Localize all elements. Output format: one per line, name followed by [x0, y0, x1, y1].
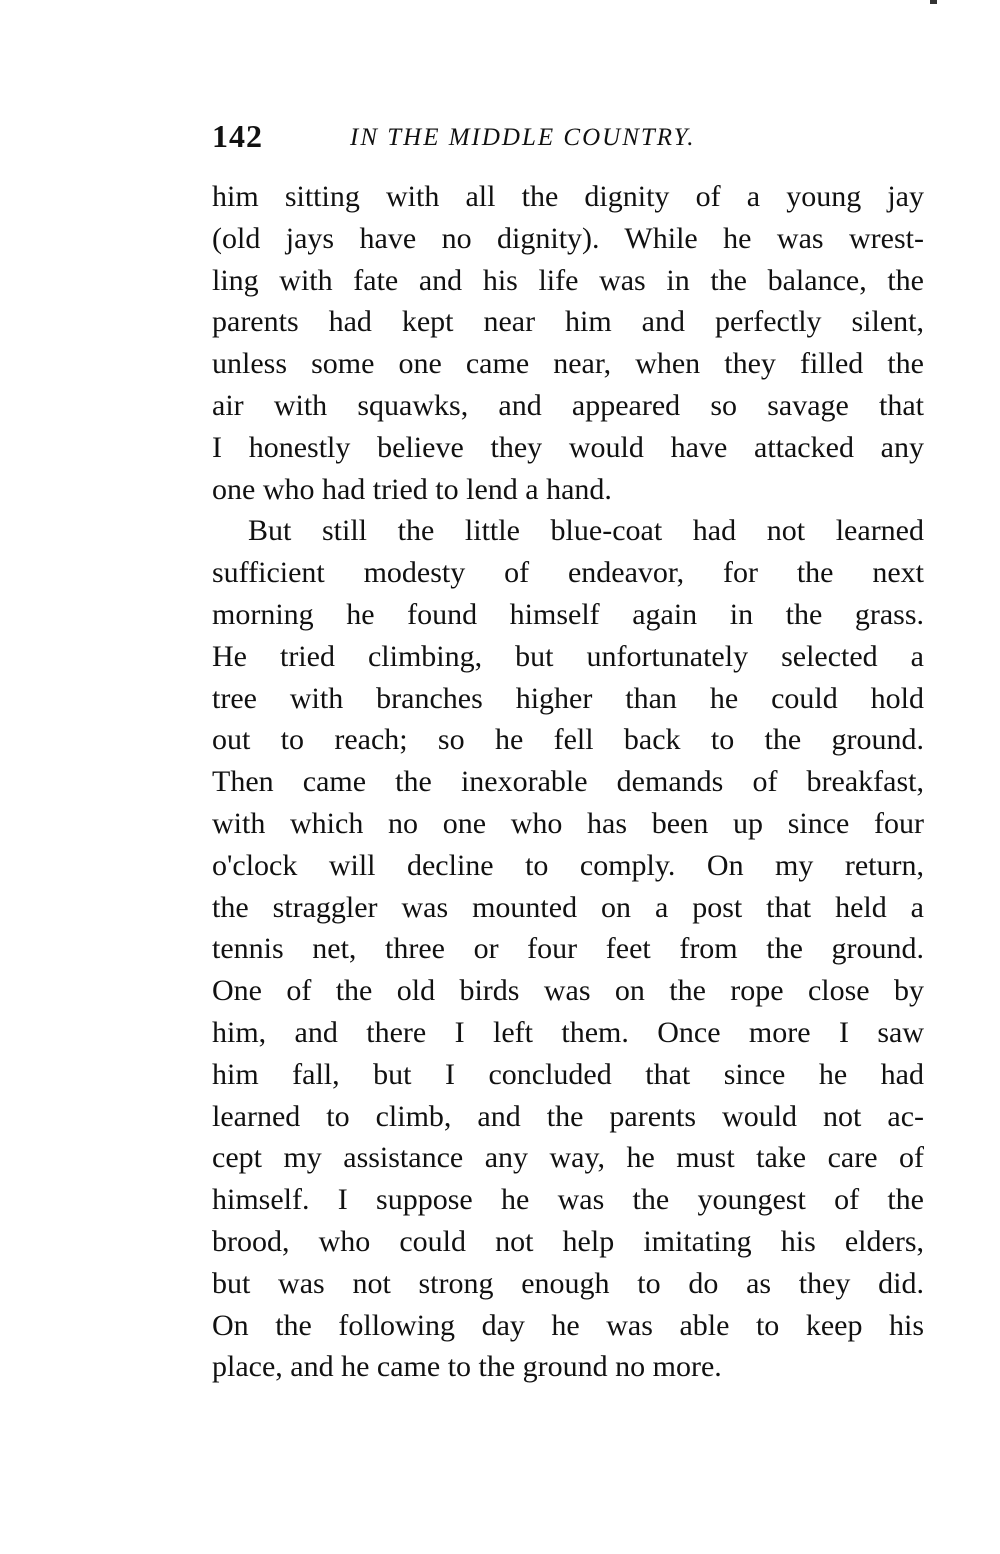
text-line: him sitting with all the dignity of a young jay [212, 180, 924, 213]
text-line: sufficient modesty of endeavor, for the next [212, 556, 924, 590]
page-header [212, 118, 782, 162]
text-line: On the following day he was able to keep his [212, 1308, 924, 1342]
text-line: one who had tried to lend a hand. [212, 472, 612, 506]
scan-mark [930, 0, 937, 4]
text-line: parents had kept near him and perfectly silent, [212, 305, 924, 339]
text-line: tree with branches higher than he could hold [212, 681, 924, 715]
text-line: (old jays have no dignity). While he was wrest- [212, 221, 924, 255]
text-line: o'clock will decline to comply. On my return, [212, 848, 924, 882]
text-line: He tried climbing, but unfortunately selected a [212, 639, 924, 673]
text-line: morning he found himself again in the grass. [212, 597, 924, 631]
text-line: unless some one came near, when they filled the [212, 347, 924, 381]
text-line: but was not strong enough to do as they did. [212, 1266, 924, 1300]
text-line: tennis net, three or four feet from the ground. [212, 932, 924, 966]
running-title: IN THE MIDDLE COUNTRY. [350, 124, 696, 151]
page-number: 142 [212, 118, 263, 154]
text-line: Then came the inexorable demands of breakfast, [212, 765, 924, 799]
text-line: air with squawks, and appeared so savage that [212, 388, 924, 422]
text-line: One of the old birds was on the rope close by [212, 974, 924, 1008]
text-line: place, and he came to the ground no more. [212, 1350, 722, 1384]
text-line: him fall, but I concluded that since he had [212, 1057, 924, 1091]
text-line: the straggler was mounted on a post that held a [212, 890, 924, 924]
body-text [212, 176, 924, 1388]
text-line: learned to climb, and the parents would not ac- [212, 1099, 924, 1133]
text-line: himself. I suppose he was the youngest of the [212, 1183, 924, 1217]
text-line: ling with fate and his life was in the balance, the [212, 263, 924, 297]
text-line: out to reach; so he fell back to the ground. [212, 723, 924, 757]
text-line: cept my assistance any way, he must take care of [212, 1141, 924, 1175]
text-line: brood, who could not help imitating his elders, [212, 1224, 924, 1258]
text-line: I honestly believe they would have attacked any [212, 430, 924, 464]
text-line: with which no one who has been up since four [212, 806, 924, 840]
text-line: But still the little blue-coat had not learned [248, 514, 924, 548]
text-line: him, and there I left them. Once more I saw [212, 1015, 924, 1049]
